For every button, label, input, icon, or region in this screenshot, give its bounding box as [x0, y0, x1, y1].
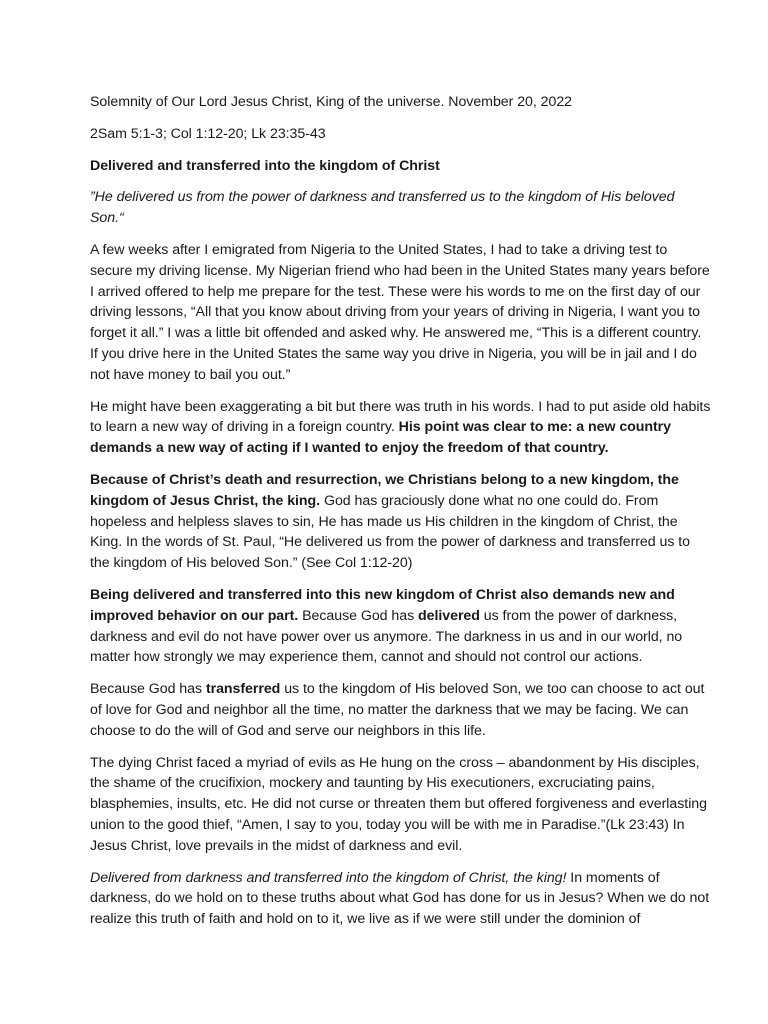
paragraph-7 [90, 868, 712, 930]
paragraph-2-text: He might have been exaggerating a bit but there was truth in his words. I had to put aside old habits to learn a new way of driving in a foreign country. [90, 398, 711, 436]
paragraph-4-bold-word: delivered [418, 607, 480, 624]
paragraph-4 [90, 585, 712, 668]
heading-text: Delivered and transferred into the kingdom of Christ [90, 157, 440, 174]
paragraph-5-text: us to the kingdom of His beloved Son, we too can choose to act out of love for God and neighbor all the time, no matter the darkness that we may be facing. We can choose to do the will of God and serve our neighbors in this life. [90, 681, 705, 739]
paragraph-5 [90, 679, 712, 741]
epigraph [90, 187, 712, 229]
paragraph-1: A few weeks after I emigrated from Nigeria to the United States, I had to take a driving test to secure my driving license. My Nigerian friend who had been in the United States many years before I arrived offered to help me prepare for the test. These were his words to me on the first day of our driving lessons, “All that you know about driving from your years of driving in Nigeria, I want you to forget it all.” I was a little bit offended and asked why. He answered me, “This is a different country. If you drive here in the United States the same way you drive in Nigeria, you will be in jail and I do not have money to bail you out.” [90, 241, 710, 383]
paragraph-4-text: us from the power of darkness, darkness and evil do not have power over us anymore. The darkness in us and in our world, no matter how strongly we may experience them, cannot and should not control our actions. [90, 607, 683, 666]
paragraph-5-bold-word: transferred [205, 681, 281, 698]
paragraph-3-text: God has graciously done what no one could do. From hopeless and helpless slaves to sin, He has made us His children in the kingdom of Christ, the King. In the words of St. Paul, “He delivered us from the power of darkness and transferred us to the kingdom of His beloved Son.” (See Col 1:12-20) [90, 492, 691, 572]
paragraph-7-text: In moments of darkness, do we hold on to these truths about what God has done for us in Jesus? When we do not realize this truth of faith and hold on to it, we live as if we were still under the dominion of [90, 869, 710, 928]
paragraph-7-italic: Delivered from darkness and transferred into the kingdom of Christ, the king! [90, 869, 567, 886]
readings-line: 2Sam 5:1-3; Col 1:12-20; Lk 23:35-43 [90, 125, 326, 142]
document-heading [90, 156, 712, 177]
document-header: Solemnity of Our Lord Jesus Christ, King of the universe. November 20, 2022 [90, 94, 573, 110]
paragraph-6: The dying Christ faced a myriad of evils as He hung on the cross – abandonment by His disciples, the shame of the crucifixion, mockery and taunting by His executioners, excruciating pains, blasphemies, insults, etc. He did not curse or threaten them but offered forgiveness and everlasting union to the good thief, “Amen, I say to you, today you will be with me in Paradise.”(Lk 23:43) In Jesus Christ, love prevails in the midst of darkness and evil. [90, 754, 707, 854]
paragraph-2 [90, 397, 712, 459]
paragraph-4-mid: Because God has [298, 607, 419, 624]
paragraph-4-bold: Being delivered and transferred into this new kingdom of Christ also demands new and improved behavior on our part. [90, 586, 675, 624]
paragraph-2-bold: His point was clear to me: a new country demands a new way of acting if I wanted to enjoy the freedom of that country. [90, 419, 671, 457]
paragraph-5-start: Because God has [90, 681, 206, 698]
paragraph-3 [90, 470, 712, 574]
epigraph-text: ”He delivered us from the power of darkness and transferred us to the kingdom of His beloved Son.“ [90, 189, 675, 227]
paragraph-3-bold: Because of Christ’s death and resurrection, we Christians belong to a new kingdom, the kingdom of Jesus Christ, the king. [90, 471, 679, 509]
